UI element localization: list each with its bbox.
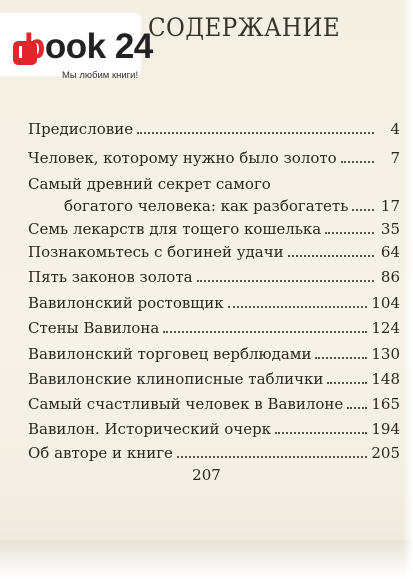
toc-leader-dots <box>327 382 367 384</box>
toc-entry <box>28 319 400 337</box>
toc-entry-title: Вавилонский ростовщик <box>28 294 224 312</box>
toc-entry-page: 205 <box>371 444 400 462</box>
toc-entry-title: Об авторе и книге <box>28 444 173 462</box>
toc-entry <box>28 345 400 363</box>
toc-entry <box>28 294 400 312</box>
toc-leader-dots <box>228 306 368 308</box>
toc-leader-dots <box>325 232 374 234</box>
toc-entry-page: 124 <box>371 319 400 337</box>
toc-entry-page: 148 <box>371 370 400 388</box>
toc-entry-title-continued: богатого человека: как разбогатеть <box>64 197 349 215</box>
toc-entry <box>28 370 400 388</box>
toc-leader-dots <box>177 456 367 458</box>
toc-entry <box>28 149 400 167</box>
toc-leader-dots <box>315 357 367 359</box>
toc-entry-title: Самый древний секрет самого <box>28 175 271 193</box>
toc-entry <box>28 444 400 462</box>
toc-leader-dots <box>341 161 374 163</box>
toc-entry-page: 17 <box>380 197 400 215</box>
toc-entry <box>28 243 400 261</box>
page-number: 207 <box>192 466 221 484</box>
toc-entry <box>28 420 400 438</box>
toc-leader-dots <box>197 280 374 282</box>
book24-logo-text: book 24 <box>24 27 153 66</box>
toc-leader-dots <box>275 432 367 434</box>
toc-entry-title: Пять законов золота <box>28 268 193 286</box>
toc-entry-title: Познакомьтесь с богиней удачи <box>28 243 284 261</box>
toc-entry <box>28 395 400 413</box>
toc-entry <box>28 175 400 215</box>
toc-entry-page: 86 <box>380 268 400 286</box>
toc-entry-page: 104 <box>371 294 400 312</box>
toc-entry-title: Предисловие <box>28 120 134 138</box>
toc-entry <box>28 120 400 138</box>
book24-tagline: Мы любим книги! <box>62 70 139 81</box>
toc-leader-dots <box>352 209 374 211</box>
toc-entry-page: 165 <box>371 395 400 413</box>
toc-entry-title: Человек, которому нужно было золото <box>28 149 337 167</box>
toc-entry-page: 194 <box>371 420 400 438</box>
toc-entry-page: 7 <box>390 149 400 167</box>
toc-entry-title: Самый счастливый человек в Вавилоне <box>28 395 344 413</box>
toc-leader-dots <box>163 331 367 333</box>
toc-entry <box>28 220 400 238</box>
toc-entry-title: Семь лекарств для тощего кошелька <box>28 220 322 238</box>
toc-leader-dots <box>347 407 367 409</box>
toc-entry-page: 64 <box>380 243 400 261</box>
toc-leader-dots <box>288 255 374 257</box>
toc-entry-page: 35 <box>380 220 400 238</box>
toc-entry-title: Вавилон. Исторический очерк <box>28 420 272 438</box>
toc-entry-title: Вавилонский торговец верблюдами <box>28 345 312 363</box>
toc-entry-page: 130 <box>371 345 400 363</box>
toc-leader-dots <box>137 132 374 134</box>
toc-heading: СОДЕРЖАНИЕ <box>148 13 341 42</box>
toc-entry-title: Стены Вавилона <box>28 319 160 337</box>
toc-entry-title: Вавилонские клинописные таблички <box>28 370 324 388</box>
toc-entry-page: 4 <box>390 120 400 138</box>
toc-entry <box>28 268 400 286</box>
